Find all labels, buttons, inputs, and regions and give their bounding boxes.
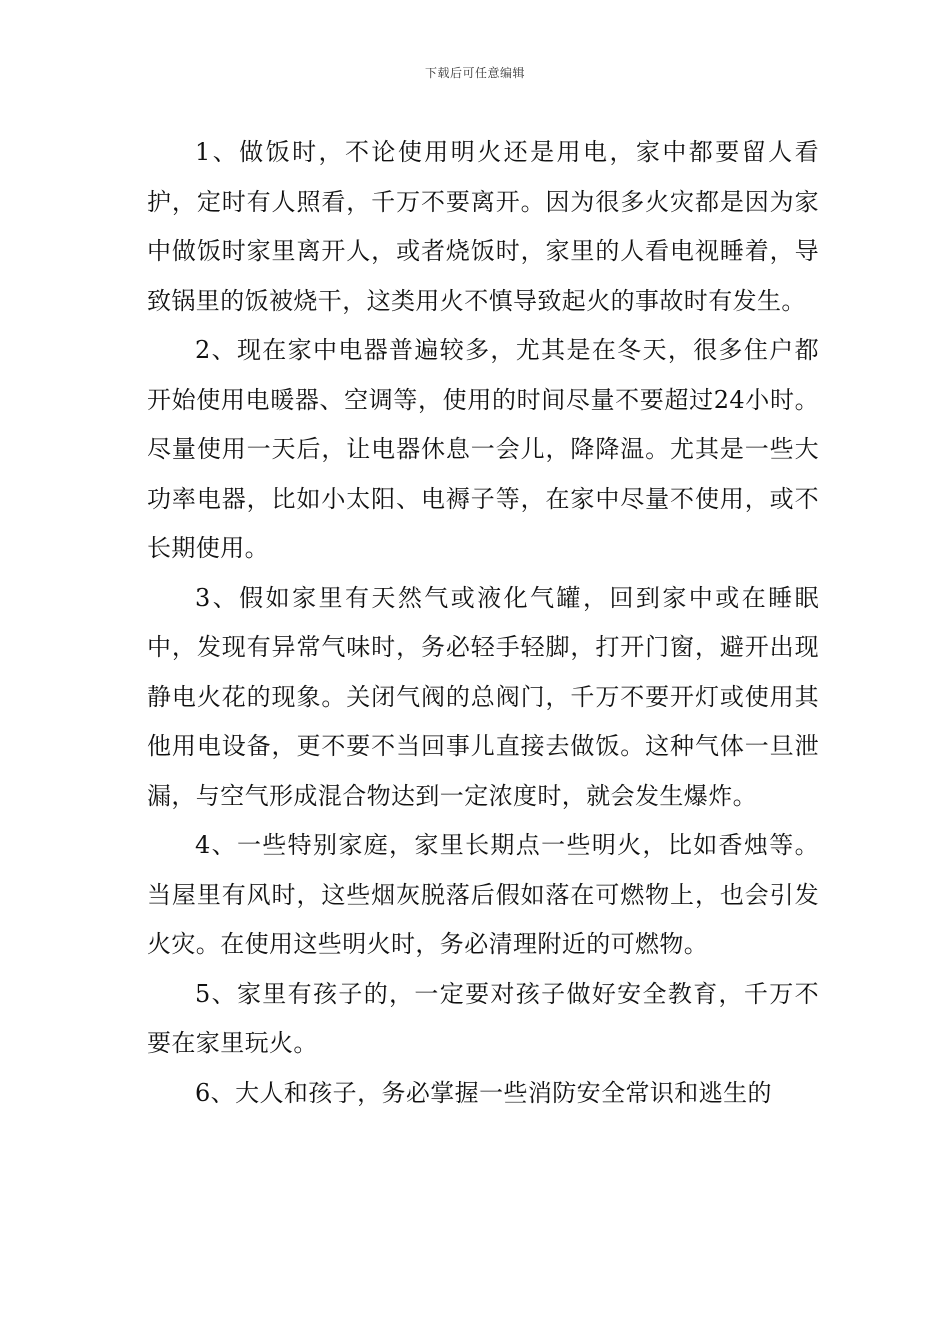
document-body xyxy=(147,128,819,1118)
page-header: 下载后可任意编辑 xyxy=(424,66,525,80)
paragraph-6: 6、大人和孩子，务必掌握一些消防安全常识和逃生的 xyxy=(195,1078,772,1107)
paragraph-4: 4、一些特别家庭，家里长期点一些明火，比如香烛等。当屋里有风时，这些烟灰脱落后假如落在可燃物上，也会引发火灾。在使用这些明火时，务必清理附近的可燃物。 xyxy=(147,831,819,958)
paragraph-2: 2、现在家中电器普遍较多，尤其是在冬天，很多住户都开始使用电暖器、空调等，使用的时间尽量不要超过24小时。尽量使用一天后，让电器休息一会儿，降降温。尤其是一些大功率电器，比如小太阳、电褥子等，在家中尽量不使用，或不长期使用。 xyxy=(147,336,819,562)
paragraph-3: 3、假如家里有天然气或液化气罐，回到家中或在睡眠中，发现有异常气味时，务必轻手轻脚，打开门窗，避开出现静电火花的现象。关闭气阀的总阀门，千万不要开灯或使用其他用电设备，更不要不当回事儿直接去做饭。这种气体一旦泄漏，与空气形成混合物达到一定浓度时，就会发生爆炸。 xyxy=(147,583,819,810)
paragraph-1: 1、做饭时，不论使用明火还是用电，家中都要留人看护，定时有人照看，千万不要离开。因为很多火灾都是因为家中做饭时家里离开人，或者烧饭时，家里的人看电视睡着，导致锅里的饭被烧干，这类用火不慎导致起火的事故时有发生。 xyxy=(147,138,819,315)
paragraph-5: 5、家里有孩子的，一定要对孩子做好安全教育，千万不要在家里玩火。 xyxy=(147,979,819,1057)
